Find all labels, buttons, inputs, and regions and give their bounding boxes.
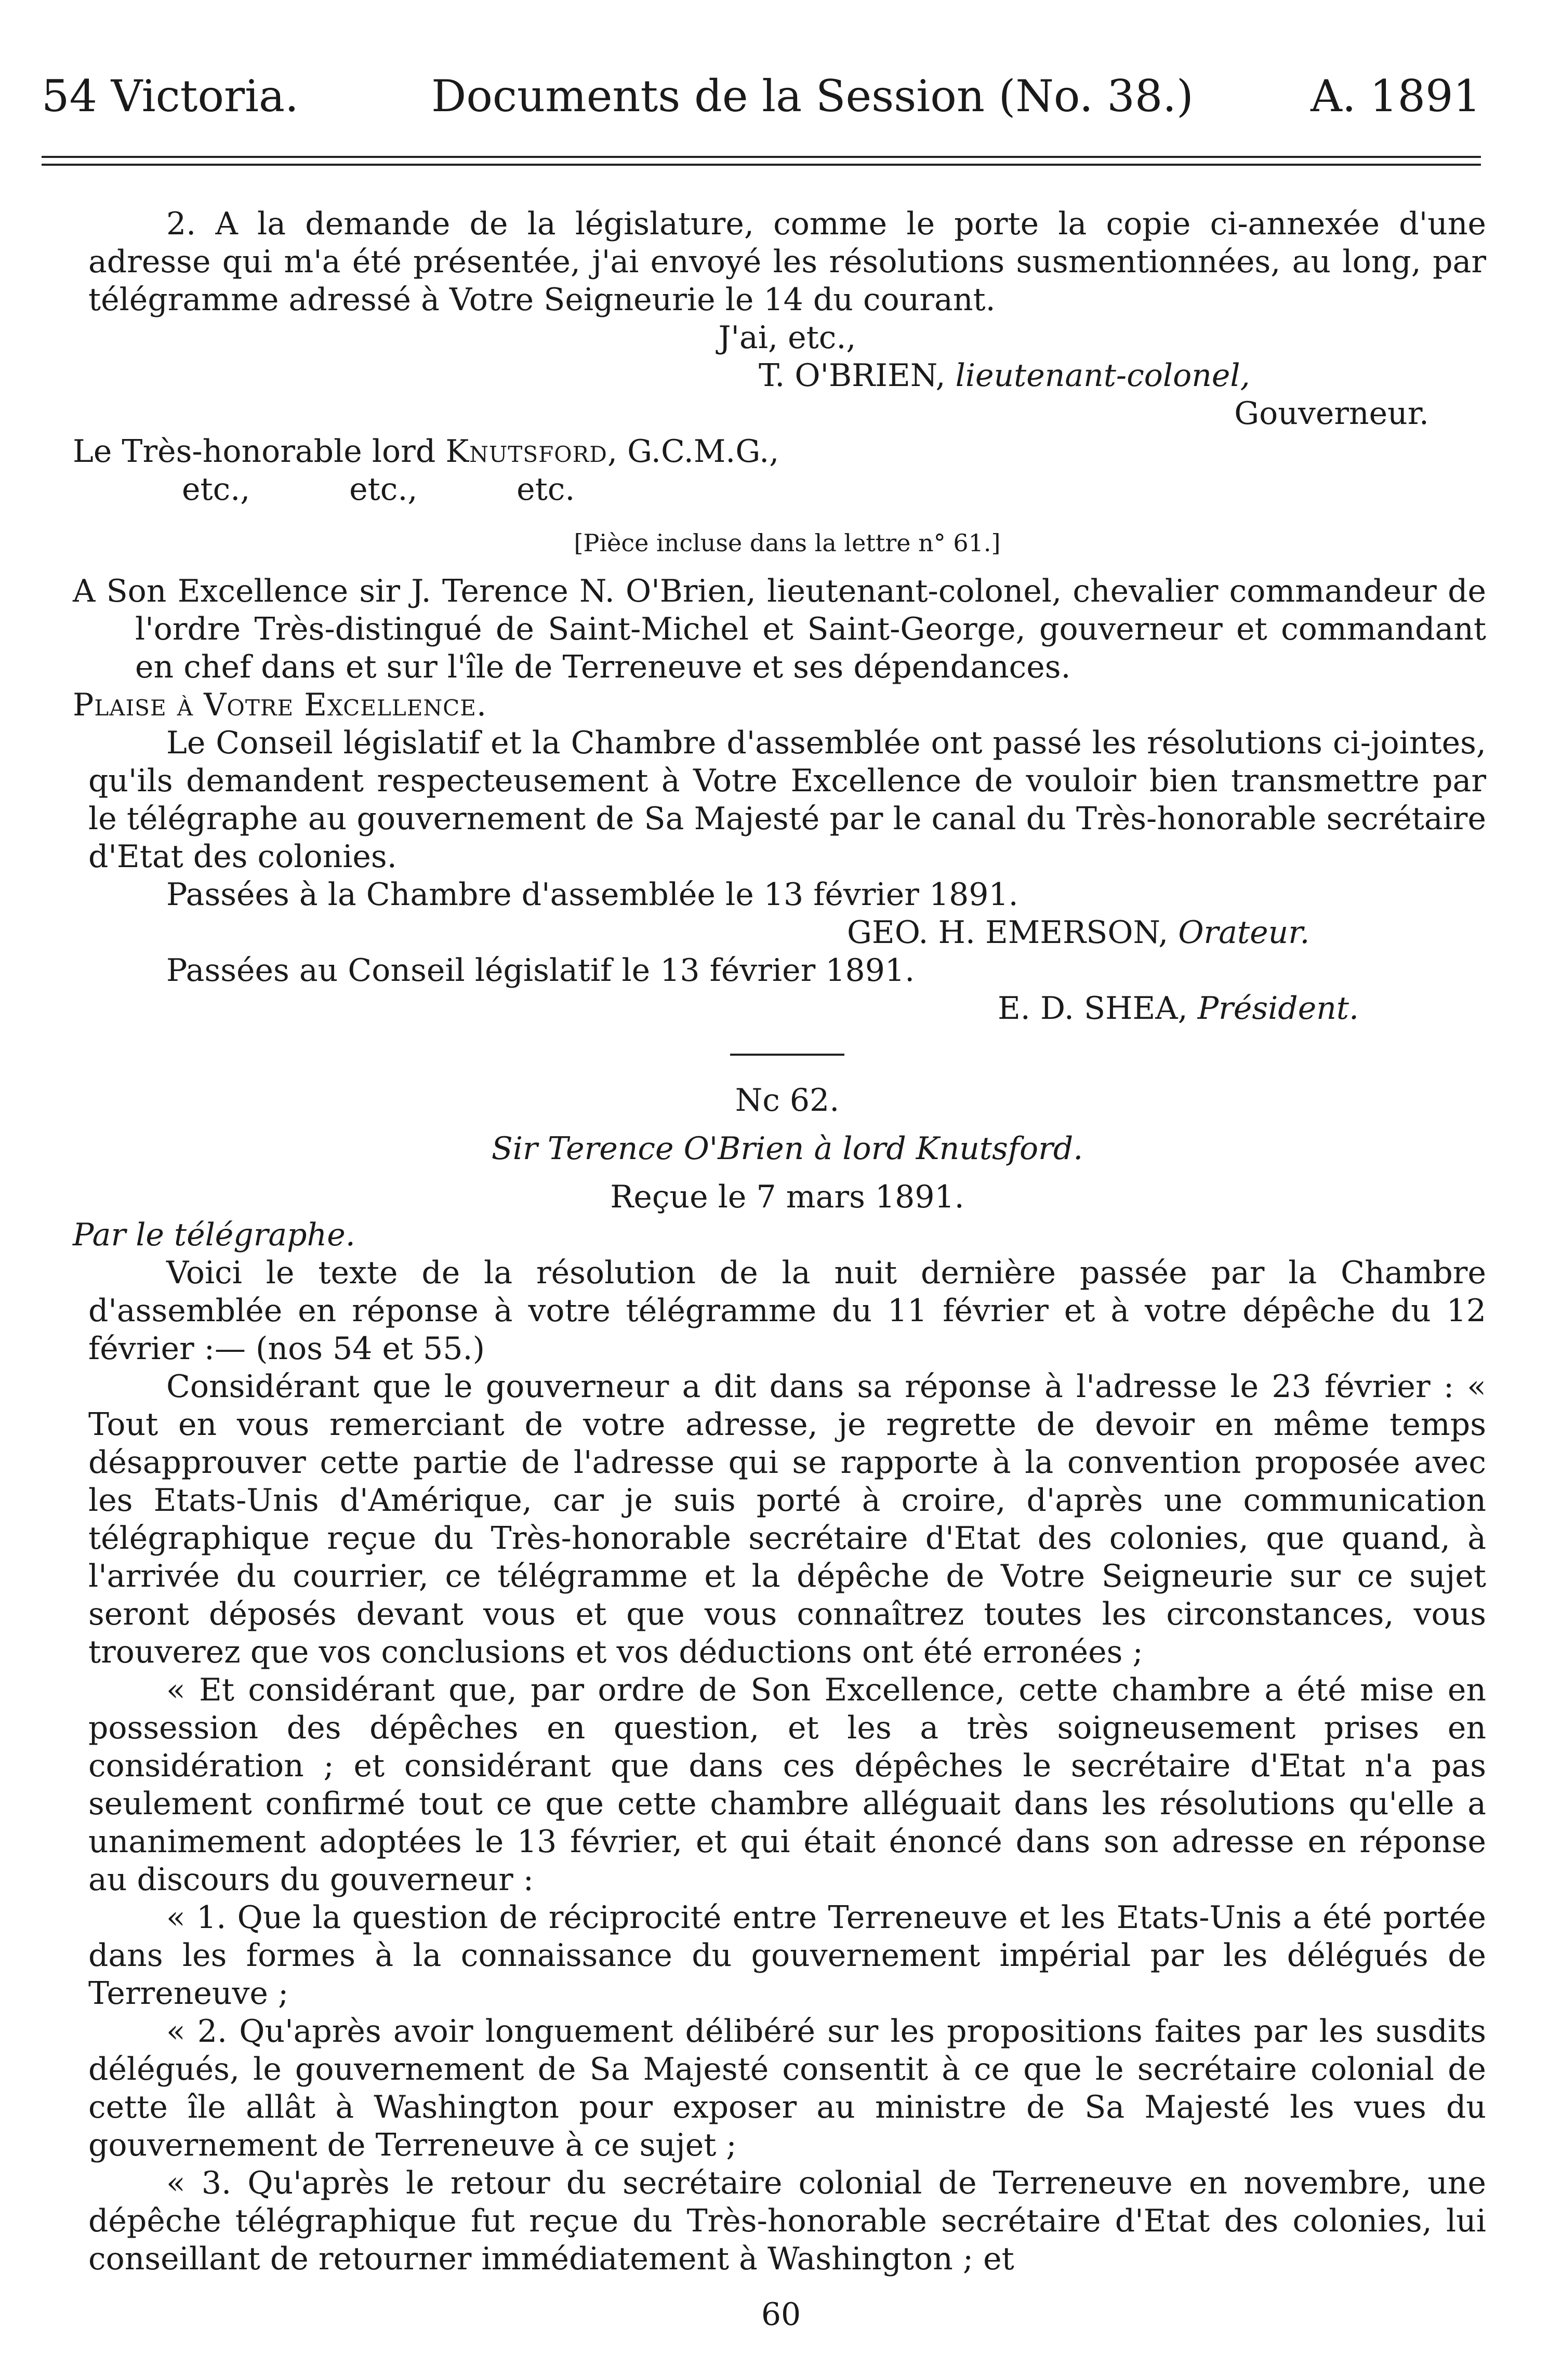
passed-assembly: Passées à la Chambre d'assemblée le 13 février 1891. — [166, 876, 1018, 913]
doc62-paragraph-1: Considérant que le gouverneur a dit dans sa réponse à l'adresse le 23 février : « Tout en vous remerciant de votre adresse, je regrette de devoir en même temps désapprouver cette partie de l'adresse qui se rapporte à la convention proposée avec les Etats-Unis d'Amérique, car je suis porté à croire, d'après une communication télégraphique reçue du Très-honorable secrétaire d'Etat des colonies, que quand, à l'arrivée du courrier, ce télégramme et la dépêche de Votre Seigneurie sur ce sujet seront déposés devant vous et que vous connaîtrez toutes les circonstances, vous trouverez que vos conclusions et vos déductions ont été erronées ; — [88, 1368, 1486, 1670]
header-title: Documents de la Session (No. 38.) — [431, 71, 1194, 122]
doc62-paragraph-4: « 2. Qu'après avoir longuement délibéré sur les propositions faites par les susdits délégués, le gouvernement de Sa Majesté consentit à ce que le secrétaire colonial de cette île allât à Washington pour exposer au ministre de Sa Majesté les vues du gouvernement de Terreneuve à ce sujet ; — [88, 2013, 1486, 2163]
header-volume: 54 Victoria. — [42, 71, 299, 122]
signature-role: Gouverneur. — [1234, 395, 1429, 432]
document-number: Nc 62. — [735, 1082, 840, 1119]
addressee-etc: etc., etc., etc. — [182, 471, 575, 508]
doc62-paragraph-3: « 1. Que la question de réciprocité entre Terreneuve et les Etats-Unis a été portée dans les formes à la connaissance du gouvernement impérial par les délégués de Terreneuve ; — [88, 1899, 1486, 2012]
council-signature — [88, 990, 1486, 1028]
closing-salutation: J'ai, etc., — [718, 320, 856, 356]
signature-line — [88, 357, 1486, 395]
document-body — [73, 205, 1486, 2278]
addressee-name: Knutsford — [445, 433, 607, 470]
passed-council: Passées au Conseil législatif le 13 février 1891. — [166, 952, 915, 989]
page-number: 60 — [761, 2296, 801, 2333]
document-title: Sir Terence O'Brien à lord Knutsford. — [491, 1131, 1083, 1167]
header-rule-bottom — [42, 164, 1481, 166]
addressee-suffix: , G.C.M.G., — [607, 433, 779, 470]
letter-paragraph-2: 2. A la demande de la législature, comme le porte la copie ci-annexée d'une adresse qui m'a été présentée, j'ai envoyé les résolutions susmentionnées, au long, par télégramme adressé à Votre Seigneurie le 14 du courant. — [88, 206, 1486, 318]
enclosure-note: [Pièce incluse dans la lettre n° 61.] — [574, 529, 1001, 557]
council-signatory: E. D. SHEA, — [998, 990, 1188, 1027]
addressee — [73, 433, 1486, 471]
signature-title: lieutenant-colonel, — [955, 357, 1250, 394]
assembly-signature — [88, 914, 1486, 952]
signature-name: T. O'BRIEN, — [759, 357, 946, 394]
section-divider — [730, 1054, 844, 1056]
enclosure-body: Le Conseil législatif et la Chambre d'assemblée ont passé les résolutions ci-jointes, qu'ils demandent respecteusement à Votre Excellence de vouloir bien transmettre par le télégraphe au gouvernement de Sa Majesté par le canal du Très-honorable secrétaire d'Etat des colonies. — [88, 725, 1486, 875]
doc62-paragraph-5: « 3. Qu'après le retour du secrétaire colonial de Terreneuve en novembre, une dépêche télégraphique fut reçue du Très-honorable secrétaire d'Etat des colonies, lui conseillant de retourner immédiatement à Washington ; et — [88, 2165, 1486, 2277]
council-role: Président. — [1197, 990, 1359, 1027]
enclosure-greeting: Plaise à Votre Excellence. — [73, 687, 487, 723]
doc62-paragraph-2: « Et considérant que, par ordre de Son Excellence, cette chambre a été mise en possession des dépêches en question, et les a très soigneusement prises en considération ; et considérant que dans ces dépêches le secrétaire d'Etat n'a pas seulement confirmé tout ce que cette chambre alléguait dans les résolutions qu'elle a unanimement adoptées le 13 février, et qui était énoncé dans son adresse en réponse au discours du gouverneur : — [88, 1672, 1486, 1898]
received-date: Reçue le 7 mars 1891. — [610, 1179, 964, 1215]
addressee-prefix: Le Très-honorable lord — [73, 433, 446, 470]
header-year: A. 1891 — [1311, 71, 1481, 122]
transmission-method: Par le télégraphe. — [73, 1217, 355, 1253]
doc62-intro: Voici le texte de la résolution de la nuit dernière passée par la Chambre d'assemblée en réponse à votre télégramme du 11 février et à votre dépêche du 12 février :— (nos 54 et 55.) — [88, 1255, 1486, 1367]
assembly-role: Orateur. — [1178, 914, 1310, 951]
header-rule-top — [42, 156, 1481, 158]
running-header — [42, 68, 1481, 125]
enclosure-address: A Son Excellence sir J. Terence N. O'Brien, lieutenant-colonel, chevalier commandeur de l'ordre Très-distingué de Saint-Michel et Saint-George, gouverneur et commandant en chef dans et sur l'île de Terreneuve et ses dépendances. — [73, 573, 1486, 685]
assembly-signatory: GEO. H. EMERSON, — [847, 914, 1169, 951]
